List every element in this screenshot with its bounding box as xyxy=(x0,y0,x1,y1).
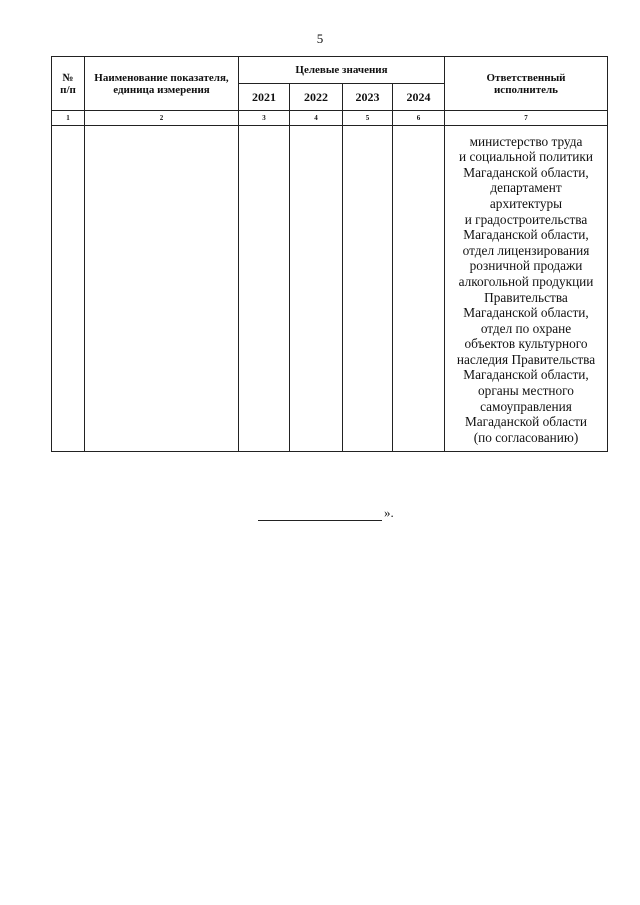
cell-num xyxy=(52,126,85,452)
table-row xyxy=(52,126,608,452)
column-number: 6 xyxy=(393,111,445,126)
header-row-top xyxy=(52,57,608,84)
cell-2024 xyxy=(393,126,445,452)
column-number: 1 xyxy=(52,111,85,126)
signature-line xyxy=(258,508,382,521)
cell-2021 xyxy=(239,126,290,452)
header-year-2021: 2021 xyxy=(239,84,290,111)
closing-mark xyxy=(258,505,394,521)
cell-responsible xyxy=(445,126,608,452)
closing-quote: ». xyxy=(384,505,394,520)
cell-2022 xyxy=(290,126,343,452)
cell-name xyxy=(85,126,239,452)
header-year-2023: 2023 xyxy=(343,84,393,111)
header-year-2024: 2024 xyxy=(393,84,445,111)
responsible-text: министерство труда и социальной политики Магаданской области, департамент архитектуры и градостроительства Магаданской области, отдел лицензирования розничной продажи алкогольной продукции Правительства Магаданской области, отдел по охране объектов культурного наследия Правительства Магаданской области, органы местного самоуправления Магаданской области (по согласованию) xyxy=(456,133,596,445)
column-number: 4 xyxy=(290,111,343,126)
header-year-2022: 2022 xyxy=(290,84,343,111)
header-num: № п/п xyxy=(52,57,85,111)
column-number-row xyxy=(52,111,608,126)
indicators-table xyxy=(51,56,608,452)
column-number: 3 xyxy=(239,111,290,126)
header-targets: Целевые значения xyxy=(239,57,445,84)
column-number: 2 xyxy=(85,111,239,126)
column-number: 7 xyxy=(445,111,608,126)
column-number: 5 xyxy=(343,111,393,126)
page-number: 5 xyxy=(316,31,324,46)
header-name: Наименование показателя, единица измерения xyxy=(85,57,239,111)
header-responsible: Ответственный исполнитель xyxy=(445,57,608,111)
cell-2023 xyxy=(343,126,393,452)
